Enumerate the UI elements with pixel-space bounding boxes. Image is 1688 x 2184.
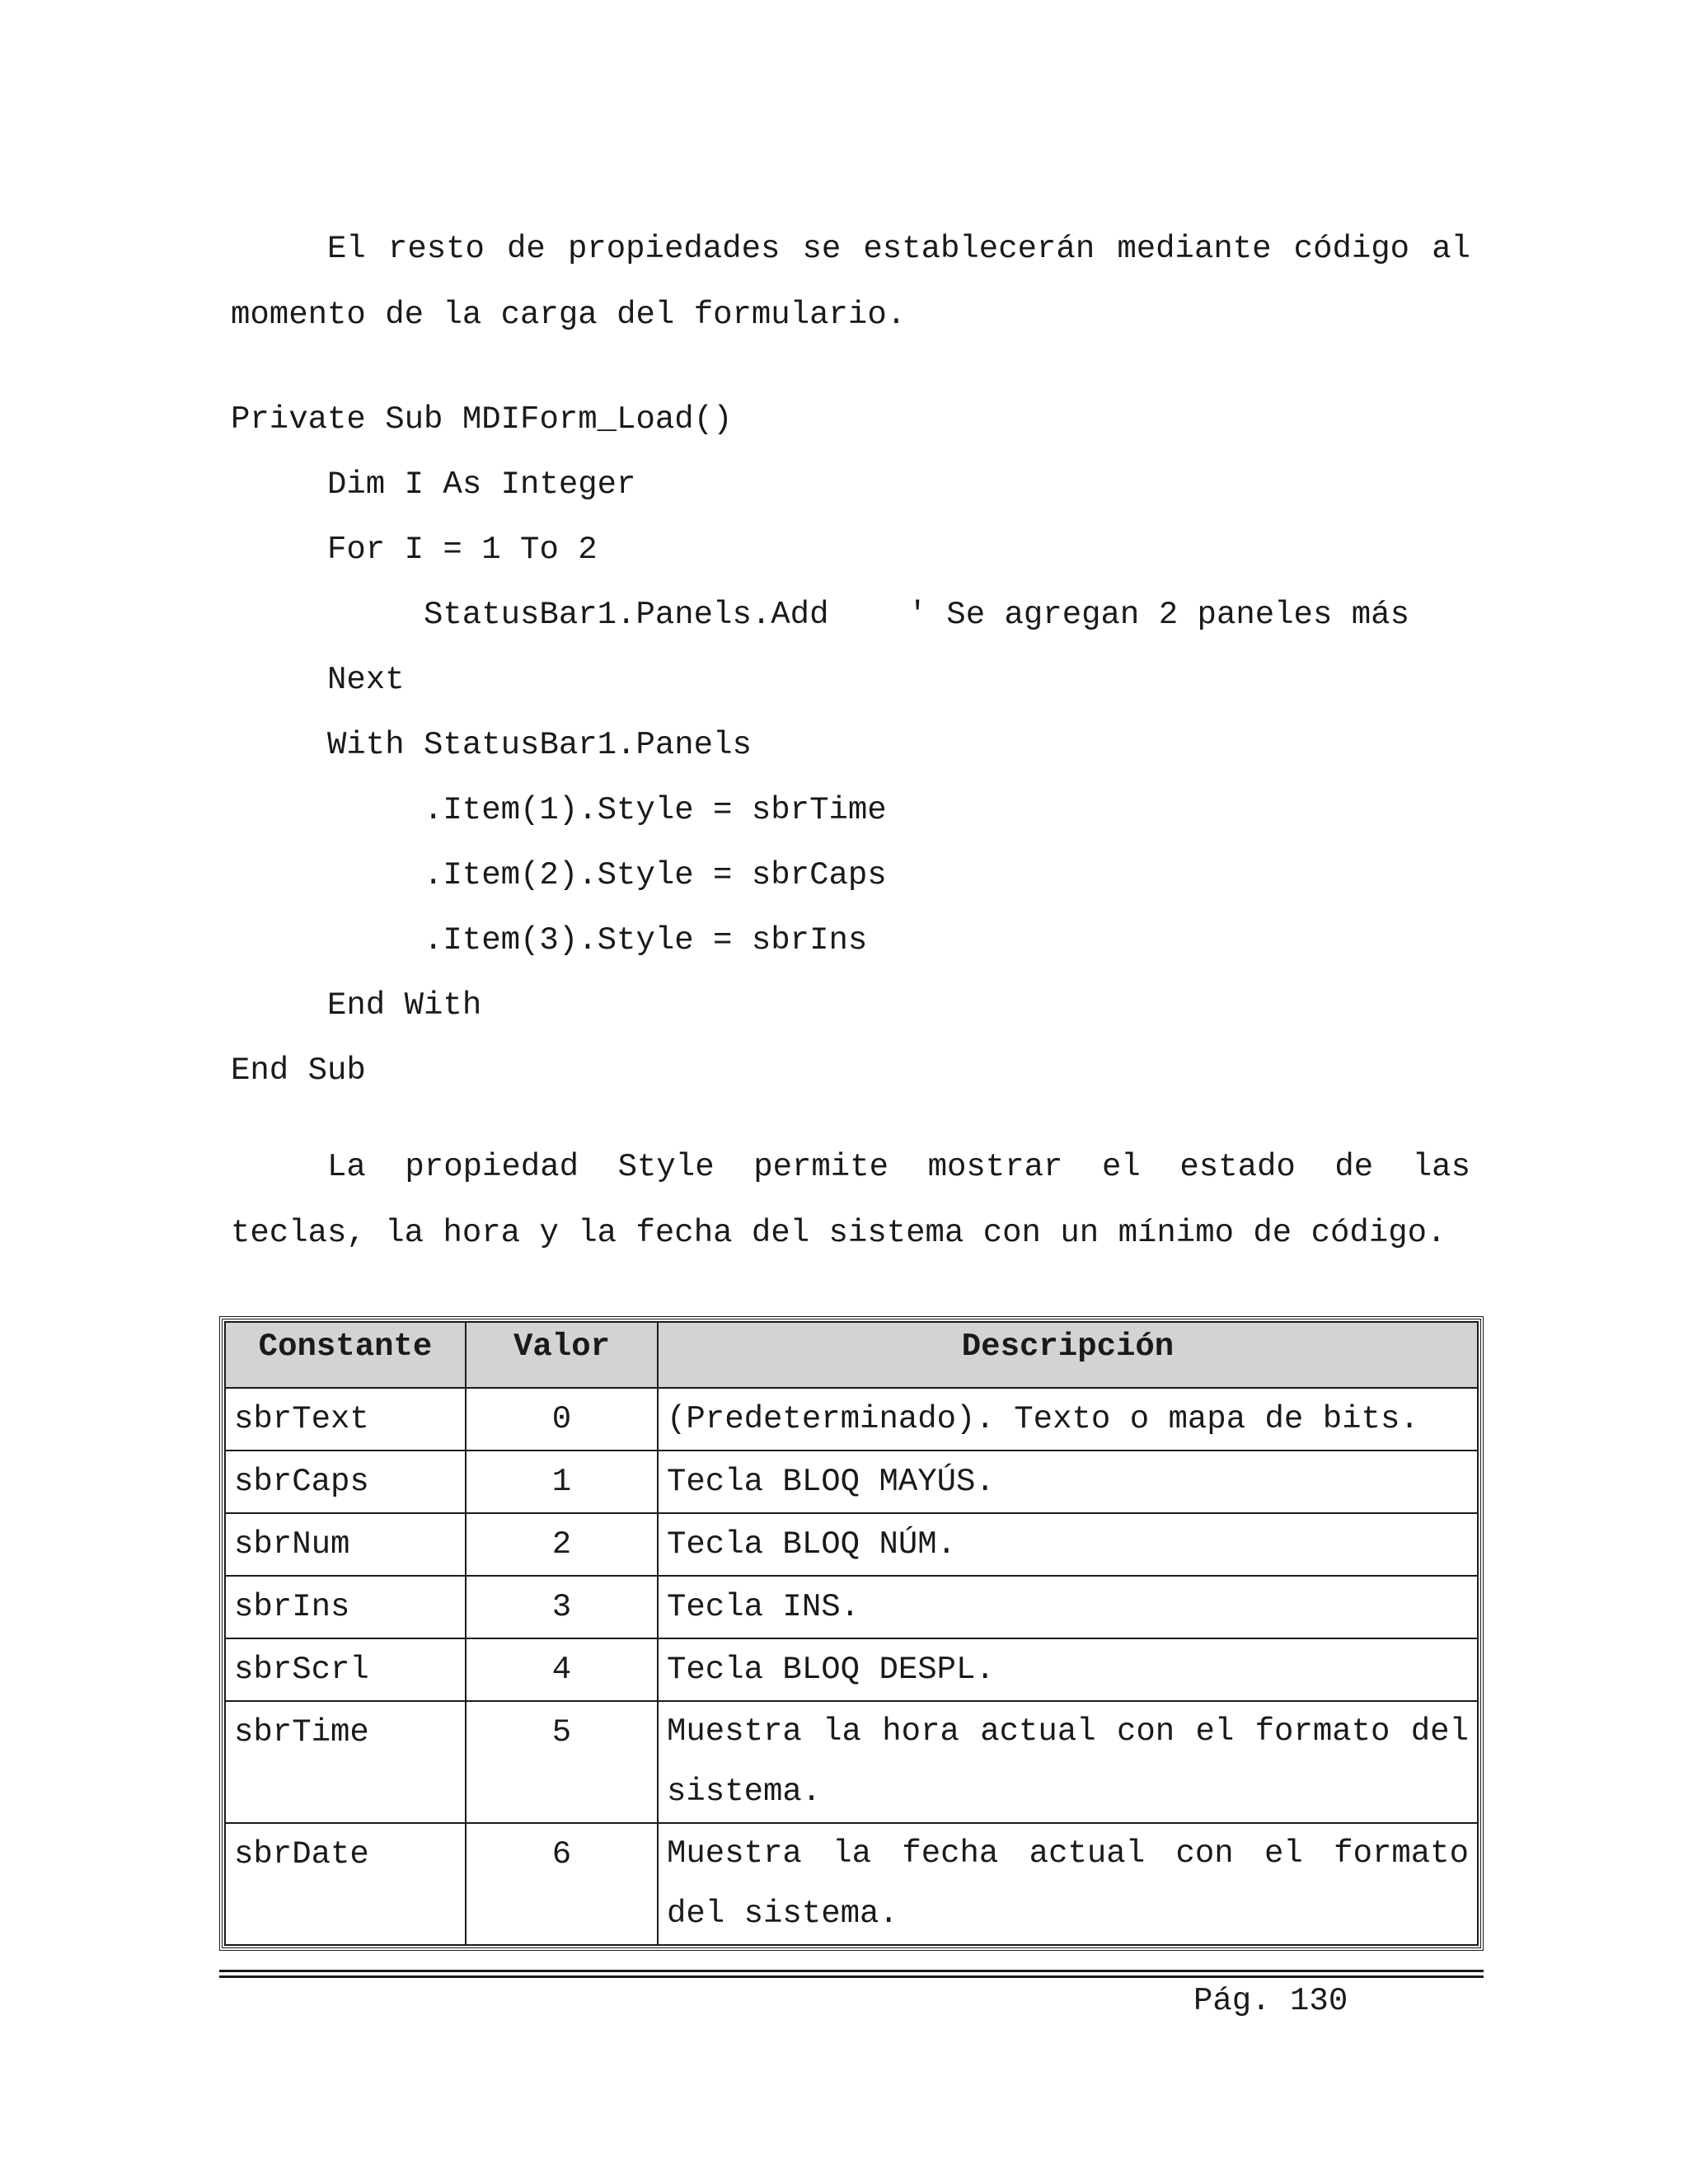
table-row (225, 1638, 1478, 1701)
intro-paragraph (231, 216, 1470, 348)
cell-constante: sbrTime (225, 1701, 466, 1823)
cell-descripcion: Muestra la fecha actual con el formato del sistema. (658, 1823, 1478, 1945)
code-block (231, 387, 1550, 1104)
cell-descripcion: Tecla INS. (658, 1576, 1478, 1638)
code-line: Next (327, 662, 405, 698)
code-line: Private Sub MDIForm_Load() (231, 401, 733, 438)
table-row (225, 1823, 1478, 1945)
style-line-2: teclas, la hora y la fecha del sistema con un mínimo de código. (231, 1215, 1447, 1251)
cell-descripcion: Tecla BLOQ NÚM. (658, 1513, 1478, 1576)
table-row (225, 1451, 1478, 1513)
cell-valor: 4 (466, 1638, 658, 1701)
cell-valor: 2 (466, 1513, 658, 1576)
code-line: .Item(2).Style = sbrCaps (424, 857, 887, 893)
cell-constante: sbrNum (225, 1513, 466, 1576)
code-line: For I = 1 To 2 (327, 532, 598, 568)
cell-descripcion: Muestra la hora actual con el formato del sistema. (658, 1701, 1478, 1823)
code-comment: ' Se agregan 2 paneles más (907, 597, 1409, 633)
cell-valor: 6 (466, 1823, 658, 1945)
cell-valor: 0 (466, 1388, 658, 1451)
code-line: End With (327, 987, 482, 1024)
cell-descripcion: (Predeterminado). Texto o mapa de bits. (658, 1388, 1478, 1451)
table-row (225, 1701, 1478, 1823)
style-paragraph (231, 1134, 1470, 1266)
cell-valor: 3 (466, 1576, 658, 1638)
header-descripcion: Descripción (658, 1322, 1478, 1388)
table-row (225, 1576, 1478, 1638)
code-line: With StatusBar1.Panels (327, 727, 752, 763)
code-line (231, 583, 1550, 648)
cell-constante: sbrIns (225, 1576, 466, 1638)
cell-valor: 5 (466, 1701, 658, 1823)
code-line: .Item(3).Style = sbrIns (424, 922, 868, 958)
style-constants-table (219, 1316, 1484, 1951)
cell-descripcion: Tecla BLOQ DESPL. (658, 1638, 1478, 1701)
cell-constante: sbrCaps (225, 1451, 466, 1513)
intro-line-1: El resto de propiedades se establecerán mediante código al (327, 231, 1470, 267)
cell-constante: sbrText (225, 1388, 466, 1451)
code-line: Dim I As Integer (327, 466, 636, 503)
cell-constante: sbrDate (225, 1823, 466, 1945)
cell-descripcion: Tecla BLOQ MAYÚS. (658, 1451, 1478, 1513)
cell-constante: sbrScrl (225, 1638, 466, 1701)
code-line: .Item(1).Style = sbrTime (424, 792, 887, 828)
code-statement: StatusBar1.Panels.Add (424, 597, 829, 633)
intro-line-2: momento de la carga del formulario. (231, 297, 907, 333)
cell-valor: 1 (466, 1451, 658, 1513)
table-row (225, 1388, 1478, 1451)
page-number: Pág. 130 (1193, 1983, 1348, 2019)
header-valor: Valor (466, 1322, 658, 1388)
code-line: End Sub (231, 1052, 366, 1089)
table-row (225, 1513, 1478, 1576)
table-header-row (225, 1322, 1478, 1388)
header-constante: Constante (225, 1322, 466, 1388)
style-line-1: La propiedad Style permite mostrar el estado de las (327, 1149, 1470, 1185)
